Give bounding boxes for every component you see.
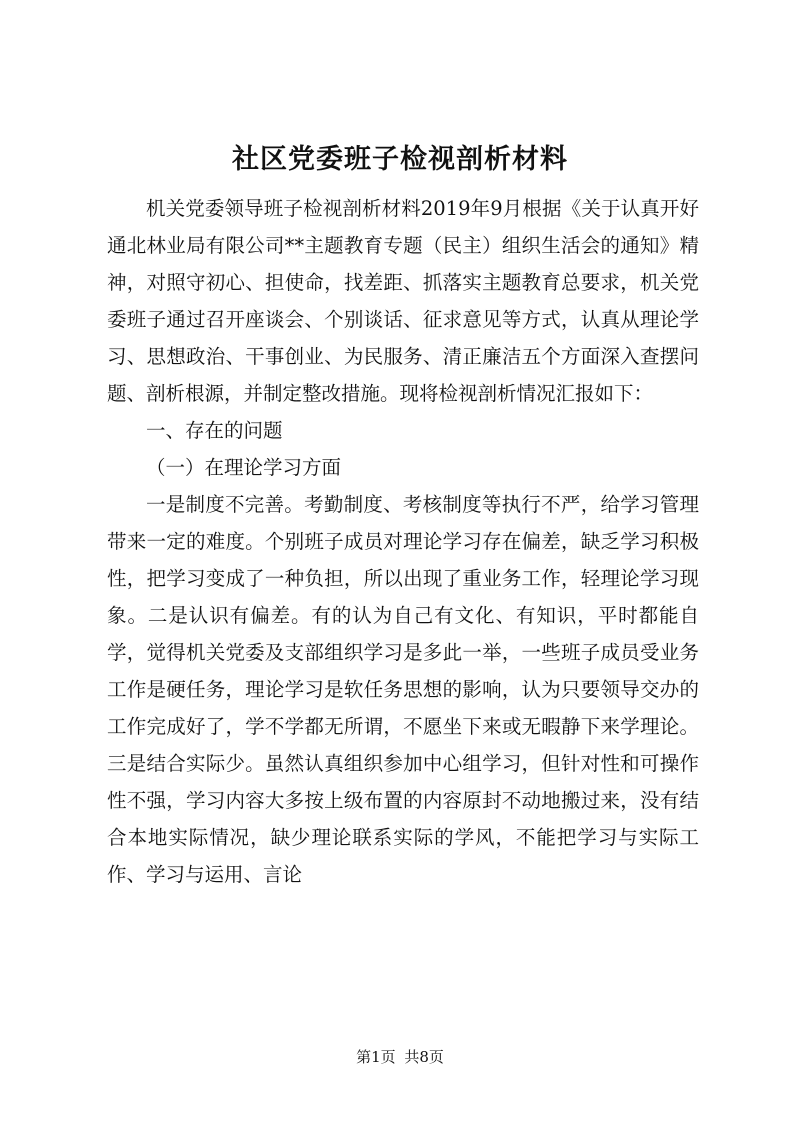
- document-title: 社区党委班子检视剖析材料: [232, 144, 568, 175]
- section-heading: 一、存在的问题: [146, 419, 283, 442]
- document-body: [107, 190, 699, 893]
- page-total: 共8页: [404, 1048, 444, 1066]
- page-footer: [0, 1047, 800, 1067]
- intro-paragraph: 机关党委领导班子检视剖析材料2019年9月根据《关于认真开好通北林业局有限公司**主题教育专题（民主）组织生活会的通知》精神，对照守初心、担使命，找差距、抓落实主题教育总要求，机关党委班子通过召开座谈会、个别谈话、征求意见等方式，认真从理论学习、思想政治、干事创业、为民服务、清正廉洁五个方面深入查摆问题、剖析根源，并制定整改措施。现将检视剖析情况汇报如下：: [107, 197, 699, 405]
- page-number: 第1页: [356, 1048, 396, 1066]
- subsection-heading: （一）在理论学习方面: [146, 456, 342, 479]
- body-paragraph: 一是制度不完善。考勤制度、考核制度等执行不严，给学习管理带来一定的难度。个别班子成员对理论学习存在偏差，缺乏学习积极性，把学习变成了一种负担，所以出现了重业务工作，轻理论学习现象。二是认识有偏差。有的认为自己有文化、有知识，平时都能自学，觉得机关党委及支部组织学习是多此一举，一些班子成员受业务工作是硬任务，理论学习是软任务思想的影响，认为只要领导交办的工作完成好了，学不学都无所谓，不愿坐下来或无暇静下来学理论。三是结合实际少。虽然认真组织参加中心组学习，但针对性和可操作性不强，学习内容大多按上级布置的内容原封不动地搬过来，没有结合本地实际情况，缺少理论联系实际的学风，不能把学习与实际工作、学习与运用、言论: [107, 493, 699, 886]
